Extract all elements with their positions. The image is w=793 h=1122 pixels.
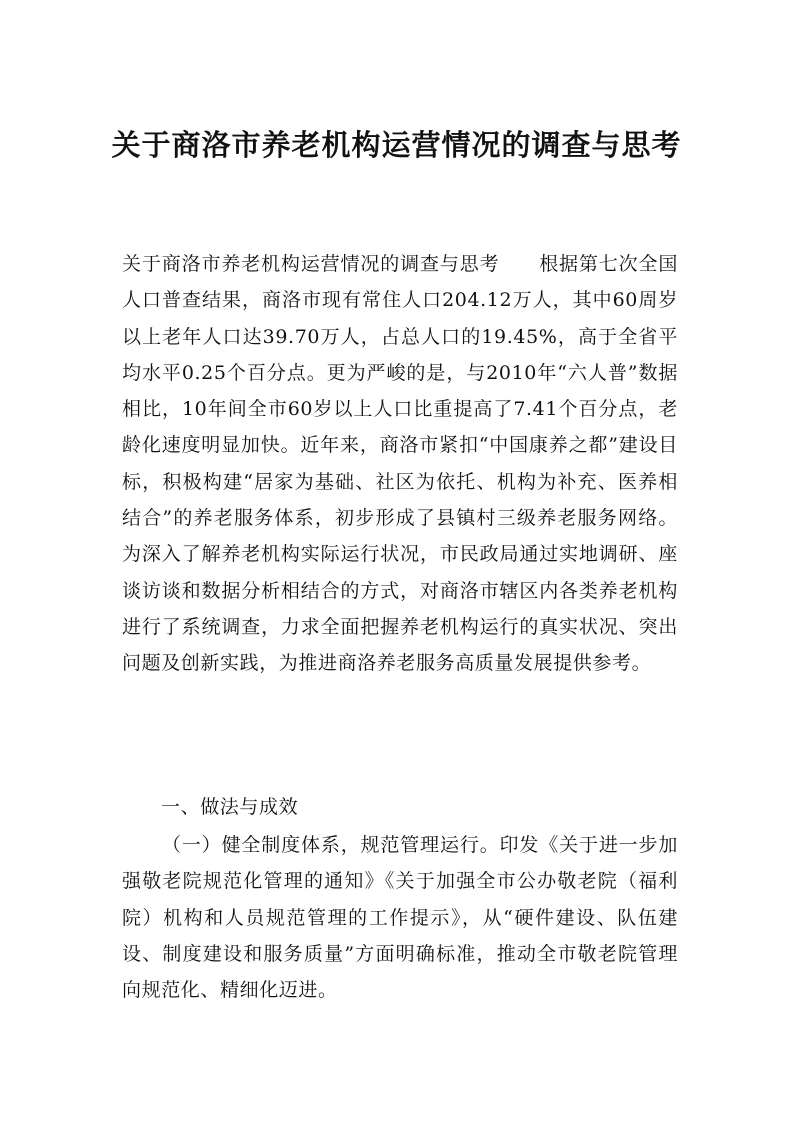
intro-paragraph: 关于商洛市养老机构运营情况的调查与思考 根据第七次全国人口普查结果，商洛市现有常住人口204.12万人，其中60周岁以上老年人口达39.70万人，占总人口的19.45%，高于全省平均水平0.25个百分点。更为严峻的是，与2010年“六人普”数据相比，10年间全市60岁以上人口比重提高了7.41个百分点，老龄化速度明显加快。近年来，商洛市紧扣“中国康养之都”建设目标，积极构建“居家为基础、社区为依托、机构为补充、医养相结合”的养老服务体系，初步形成了县镇村三级养老服务网络。为深入了解养老机构实际运行状况，市民政局通过实地调研、座谈访谈和数据分析相结合的方式，对商洛市辖区内各类养老机构进行了系统调查，力求全面把握养老机构运行的真实状况、突出问题及创新实践，为推进商洛养老服务高质量发展提供参考。 bbox=[122, 253, 678, 675]
intro-paragraph-block bbox=[122, 246, 678, 682]
document-title: 关于商洛市养老机构运营情况的调查与思考 bbox=[111, 128, 682, 162]
section-heading: 一、做法与成效 bbox=[161, 796, 299, 818]
section-paragraph: （一）健全制度体系，规范管理运行。印发《关于进一步加强敬老院规范化管理的通知》《关于加强全市公办敬老院（福利院）机构和人员规范管理的工作提示》，从“硬件建设、队伍建设、制度建设和服务质量”方面明确标准，推动全市敬老院管理向规范化、精细化迈进。 bbox=[122, 834, 678, 1002]
